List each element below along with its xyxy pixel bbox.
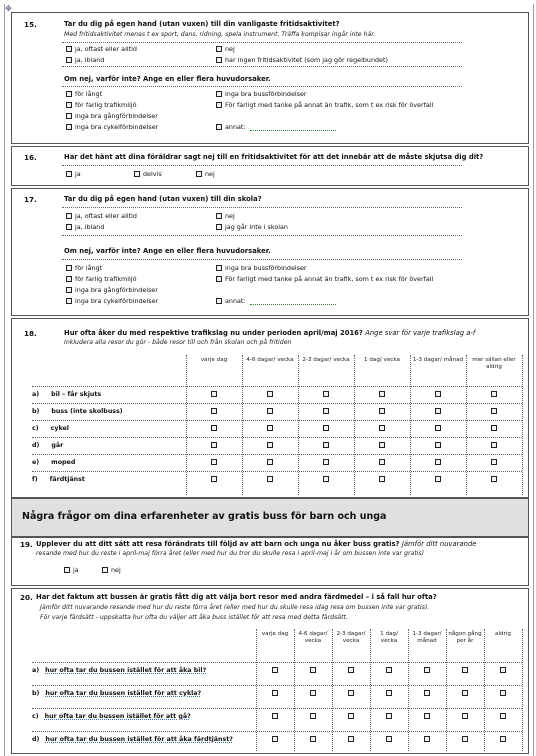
reason-gangforbindelser[interactable]: inga bra gångförbindelser bbox=[66, 112, 158, 120]
frequency-checkbox[interactable] bbox=[424, 713, 430, 719]
grid-line bbox=[298, 355, 299, 495]
option-nej[interactable]: nej bbox=[216, 212, 235, 220]
reason-cykelforbindelser[interactable]: inga bra cykelförbindelser bbox=[66, 297, 158, 305]
checkbox-icon[interactable] bbox=[216, 213, 222, 219]
frequency-checkbox[interactable] bbox=[500, 736, 506, 742]
reason-trafikmiljo[interactable]: för farlig trafikmiljö bbox=[66, 275, 137, 283]
grid-line bbox=[332, 629, 333, 751]
checkbox-icon[interactable] bbox=[66, 171, 72, 177]
option-nej[interactable]: nej bbox=[102, 566, 121, 574]
row-label: d) hur ofta tar du bussen istället för att åka färdtjänst? bbox=[32, 736, 233, 743]
reason-cykelforbindelser[interactable]: inga bra cykelförbindelser bbox=[66, 123, 158, 131]
grid-line bbox=[370, 629, 371, 751]
reason-annat[interactable]: annat: bbox=[216, 297, 336, 305]
frequency-checkbox[interactable] bbox=[323, 408, 329, 414]
row-divider bbox=[32, 685, 522, 686]
row-label: a) bil – får skjuts bbox=[32, 391, 102, 398]
option-ja-oftast[interactable]: ja, oftast eller alltid bbox=[66, 45, 137, 53]
frequency-checkbox[interactable] bbox=[379, 442, 385, 448]
option-ja[interactable]: ja bbox=[66, 170, 81, 178]
question-text: Upplever du att ditt sätt att resa förändrats till följd av att barn och unga nu åker buss gratis? Jämför ditt nuvarande bbox=[36, 540, 477, 548]
frequency-checkbox[interactable] bbox=[491, 476, 497, 482]
checkbox-icon[interactable] bbox=[66, 213, 72, 219]
column-header: 1-3 dagar/ månad bbox=[412, 631, 442, 644]
row-divider bbox=[32, 386, 522, 387]
checkbox-icon[interactable] bbox=[66, 224, 72, 230]
frequency-checkbox[interactable] bbox=[211, 408, 217, 414]
column-header: 1 dag/ vecka bbox=[364, 357, 400, 363]
column-header: 2-3 dagar/ vecka bbox=[336, 631, 366, 644]
row-label: b) buss (inte skolbuss) bbox=[32, 408, 123, 415]
question-17-section bbox=[11, 188, 529, 316]
option-delvis[interactable]: delvis bbox=[134, 170, 162, 178]
checkbox-icon[interactable] bbox=[66, 57, 72, 63]
row-divider bbox=[32, 731, 522, 732]
frequency-checkbox[interactable] bbox=[267, 442, 273, 448]
frequency-checkbox[interactable] bbox=[267, 408, 273, 414]
row-label: d) går bbox=[32, 442, 64, 449]
row-label: e) moped bbox=[32, 459, 76, 466]
column-header: mer sällan eller aldrig bbox=[472, 357, 516, 370]
grid-line bbox=[410, 355, 411, 495]
question-number: 17. bbox=[24, 195, 37, 204]
checkbox-icon[interactable] bbox=[66, 113, 72, 119]
question-subtext: Med fritidsaktivitet menas t ex sport, dans, ridning, spela instrument. Träffa kompisar ingår inte här. bbox=[64, 31, 376, 38]
grid-line bbox=[186, 355, 187, 495]
question-18-section bbox=[11, 318, 529, 498]
checkbox-icon[interactable] bbox=[66, 298, 72, 304]
frequency-checkbox[interactable] bbox=[491, 442, 497, 448]
column-header: aldrig bbox=[495, 631, 511, 637]
frequency-checkbox[interactable] bbox=[348, 736, 354, 742]
frequency-checkbox[interactable] bbox=[348, 690, 354, 696]
row-divider bbox=[32, 454, 522, 455]
reason-overfall[interactable]: För farligt med tanke på annat än trafik, som t ex risk för överfall bbox=[216, 101, 433, 109]
frequency-checkbox[interactable] bbox=[435, 476, 441, 482]
question-number: 15. bbox=[24, 20, 37, 29]
frequency-checkbox[interactable] bbox=[310, 690, 316, 696]
row-divider bbox=[32, 437, 522, 438]
grid-line bbox=[294, 629, 295, 751]
column-header: 4-6 dagar/ vecka bbox=[298, 631, 328, 644]
question-number: 16. bbox=[24, 153, 37, 162]
followup-text: Om nej, varför inte? Ange en eller flera huvudorsaker. bbox=[64, 75, 271, 83]
checkbox-icon[interactable] bbox=[102, 567, 108, 573]
frequency-checkbox[interactable] bbox=[323, 425, 329, 431]
checkbox-icon[interactable] bbox=[216, 91, 222, 97]
row-divider bbox=[32, 662, 522, 663]
question-text: Tar du dig på egen hand (utan vuxen) till din skola? bbox=[64, 195, 262, 203]
frequency-checkbox[interactable] bbox=[386, 713, 392, 719]
checkbox-icon[interactable] bbox=[64, 567, 70, 573]
frequency-checkbox[interactable] bbox=[211, 391, 217, 397]
question-text: Har det faktum att bussen är gratis fått dig att välja bort resor med andra färdmedel – i så fall hur ofta? bbox=[36, 593, 437, 601]
checkbox-icon[interactable] bbox=[66, 91, 72, 97]
frequency-checkbox[interactable] bbox=[386, 690, 392, 696]
checkbox-icon[interactable] bbox=[216, 46, 222, 52]
column-header: varje dag bbox=[200, 357, 228, 363]
frequency-checkbox[interactable] bbox=[379, 408, 385, 414]
frequency-checkbox[interactable] bbox=[379, 459, 385, 465]
column-header: någon gång per år bbox=[448, 631, 482, 644]
frequency-checkbox[interactable] bbox=[424, 667, 430, 673]
column-header: 1 dag/ vecka bbox=[380, 631, 398, 644]
reason-bussforbindelser[interactable]: inga bra bussförbindelser bbox=[216, 90, 307, 98]
frequency-checkbox[interactable] bbox=[424, 690, 430, 696]
frequency-checkbox[interactable] bbox=[211, 459, 217, 465]
row-divider bbox=[32, 708, 522, 709]
checkbox-icon[interactable] bbox=[216, 265, 222, 271]
frequency-checkbox[interactable] bbox=[310, 713, 316, 719]
column-header: 1-3 dagar/ månad bbox=[412, 357, 464, 363]
grid-line bbox=[256, 629, 257, 751]
option-ingen-aktivitet[interactable]: har ingen fritidsaktivitet (som jag gör regelbundet) bbox=[216, 56, 388, 64]
question-text: Har det hänt att dina föräldrar sagt nej till en fritidsaktivitet för att det innebär att de måste skjutsa dig dit? bbox=[64, 153, 484, 161]
column-header: varje dag bbox=[261, 631, 289, 637]
frequency-checkbox[interactable] bbox=[462, 690, 468, 696]
frequency-checkbox[interactable] bbox=[491, 425, 497, 431]
grid-line bbox=[484, 629, 485, 751]
followup-text: Om nej, varför inte? Ange en eller flera huvudorsaker. bbox=[64, 247, 271, 255]
reason-for-langt[interactable]: för långt bbox=[66, 264, 102, 272]
option-nej[interactable]: nej bbox=[216, 45, 235, 53]
frequency-checkbox[interactable] bbox=[379, 476, 385, 482]
reason-annat[interactable]: annat: bbox=[216, 123, 336, 131]
reason-overfall[interactable]: För farligt med tanke på annat än trafik, som t ex risk för överfall bbox=[216, 275, 433, 283]
row-label: c) cykel bbox=[32, 425, 69, 432]
question-subtext-1: Jämför ditt nuvarande resande med hur du reste förra året (eller med hur du skulle resa idag resa om bussen inte var gratis). bbox=[40, 604, 430, 611]
frequency-checkbox[interactable] bbox=[267, 425, 273, 431]
grid-line bbox=[408, 629, 409, 751]
frequency-checkbox[interactable] bbox=[310, 667, 316, 673]
checkbox-icon[interactable] bbox=[216, 276, 222, 282]
frequency-checkbox[interactable] bbox=[323, 459, 329, 465]
frequency-checkbox[interactable] bbox=[323, 442, 329, 448]
checkbox-icon[interactable] bbox=[216, 102, 222, 108]
row-label: c) hur ofta tar du bussen istället för att gå? bbox=[32, 713, 191, 720]
banner-title: Några frågor om dina erfarenheter av gratis buss för barn och unga bbox=[22, 511, 387, 522]
question-number: 20. bbox=[20, 593, 33, 602]
table-anchor-icon[interactable]: ✥ bbox=[5, 4, 12, 13]
frequency-checkbox[interactable] bbox=[500, 690, 506, 696]
frequency-checkbox[interactable] bbox=[348, 667, 354, 673]
grid-line bbox=[522, 355, 523, 495]
frequency-checkbox[interactable] bbox=[386, 667, 392, 673]
frequency-checkbox[interactable] bbox=[379, 425, 385, 431]
checkbox-icon[interactable] bbox=[216, 57, 222, 63]
option-gar-inte-i-skolan[interactable]: jag går inte i skolan bbox=[216, 223, 288, 231]
checkbox-icon[interactable] bbox=[134, 171, 140, 177]
frequency-checkbox[interactable] bbox=[435, 408, 441, 414]
checkbox-icon[interactable] bbox=[66, 124, 72, 130]
reason-bussforbindelser[interactable]: inga bra bussförbindelser bbox=[216, 264, 307, 272]
frequency-checkbox[interactable] bbox=[323, 476, 329, 482]
checkbox-icon[interactable] bbox=[216, 298, 222, 304]
frequency-checkbox[interactable] bbox=[267, 459, 273, 465]
row-divider bbox=[32, 420, 522, 421]
column-header: 2-3 dagar/ vecka bbox=[302, 357, 350, 363]
annat-field[interactable] bbox=[250, 298, 336, 305]
option-ja-ibland[interactable]: ja, ibland bbox=[66, 223, 104, 231]
frequency-checkbox[interactable] bbox=[435, 442, 441, 448]
frequency-checkbox[interactable] bbox=[348, 713, 354, 719]
grid-line bbox=[354, 355, 355, 495]
frequency-checkbox[interactable] bbox=[500, 713, 506, 719]
frequency-checkbox[interactable] bbox=[491, 391, 497, 397]
checkbox-icon[interactable] bbox=[66, 287, 72, 293]
frequency-checkbox[interactable] bbox=[424, 736, 430, 742]
frequency-checkbox[interactable] bbox=[272, 690, 278, 696]
frequency-checkbox[interactable] bbox=[379, 391, 385, 397]
option-ja[interactable]: ja bbox=[64, 566, 79, 574]
row-label: f) färdtjänst bbox=[32, 476, 85, 483]
form-page bbox=[4, 4, 534, 756]
checkbox-icon[interactable] bbox=[66, 46, 72, 52]
question-text: Hur ofta åker du med respektive trafikslag nu under perioden april/maj 2016? Ange svar för varje trafikslag a-f bbox=[64, 329, 476, 337]
frequency-checkbox[interactable] bbox=[310, 736, 316, 742]
grid-line bbox=[522, 629, 523, 751]
frequency-checkbox[interactable] bbox=[272, 667, 278, 673]
checkbox-icon[interactable] bbox=[66, 265, 72, 271]
question-number: 19. bbox=[20, 540, 33, 549]
question-number: 18. bbox=[24, 329, 37, 338]
reason-for-langt[interactable]: för långt bbox=[66, 90, 102, 98]
grid-line bbox=[242, 355, 243, 495]
reason-trafikmiljo[interactable]: för farlig trafikmiljö bbox=[66, 101, 137, 109]
question-subtext-2: För varje färdsätt - uppskatta hur ofta du väljer att åka buss istället för att resa med detta färdsätt. bbox=[40, 614, 348, 621]
checkbox-icon[interactable] bbox=[66, 102, 72, 108]
grid-line bbox=[466, 355, 467, 495]
frequency-checkbox[interactable] bbox=[211, 442, 217, 448]
frequency-checkbox[interactable] bbox=[462, 667, 468, 673]
grid-line bbox=[446, 629, 447, 751]
reason-gangforbindelser[interactable]: inga bra gångförbindelser bbox=[66, 286, 158, 294]
frequency-checkbox[interactable] bbox=[462, 736, 468, 742]
frequency-checkbox[interactable] bbox=[462, 713, 468, 719]
frequency-checkbox[interactable] bbox=[267, 391, 273, 397]
row-divider bbox=[32, 403, 522, 404]
option-ja-oftast[interactable]: ja, oftast eller alltid bbox=[66, 212, 137, 220]
section-banner bbox=[11, 498, 529, 538]
option-ja-ibland[interactable]: ja, ibland bbox=[66, 56, 104, 64]
checkbox-icon[interactable] bbox=[216, 124, 222, 130]
frequency-checkbox[interactable] bbox=[267, 476, 273, 482]
frequency-checkbox[interactable] bbox=[435, 459, 441, 465]
frequency-checkbox[interactable] bbox=[435, 425, 441, 431]
question-text: Tar du dig på egen hand (utan vuxen) till din vanligaste fritidsaktivitet? bbox=[64, 20, 340, 28]
frequency-checkbox[interactable] bbox=[211, 476, 217, 482]
frequency-checkbox[interactable] bbox=[491, 408, 497, 414]
frequency-checkbox[interactable] bbox=[500, 667, 506, 673]
question-subtext: Inkludera alla resor du gör - både resor till och från skolan och på fritiden bbox=[64, 339, 292, 346]
question-16-section bbox=[11, 146, 529, 186]
annat-field[interactable] bbox=[250, 124, 336, 131]
frequency-checkbox[interactable] bbox=[323, 391, 329, 397]
frequency-checkbox[interactable] bbox=[386, 736, 392, 742]
question-19-section bbox=[11, 536, 529, 586]
frequency-checkbox[interactable] bbox=[491, 459, 497, 465]
question-15-section bbox=[11, 12, 529, 144]
checkbox-icon[interactable] bbox=[216, 224, 222, 230]
row-label: b) hur ofta tar du bussen istället för att cykla? bbox=[32, 690, 202, 697]
frequency-checkbox[interactable] bbox=[435, 391, 441, 397]
frequency-checkbox[interactable] bbox=[211, 425, 217, 431]
row-label: a) hur ofta tar du bussen istället för att åka bil? bbox=[32, 667, 207, 674]
option-nej[interactable]: nej bbox=[196, 170, 215, 178]
checkbox-icon[interactable] bbox=[66, 276, 72, 282]
checkbox-icon[interactable] bbox=[196, 171, 202, 177]
question-20-section bbox=[11, 588, 529, 754]
frequency-checkbox[interactable] bbox=[272, 713, 278, 719]
question-subtext: resande med hur du reste i april-maj förra året (eller med hur du tror du skulle resa i april-maj i år om bussen inte var gratis) bbox=[36, 550, 425, 557]
column-header: 4-6 dagar/ vecka bbox=[246, 357, 294, 363]
frequency-checkbox[interactable] bbox=[272, 736, 278, 742]
row-divider bbox=[32, 471, 522, 472]
